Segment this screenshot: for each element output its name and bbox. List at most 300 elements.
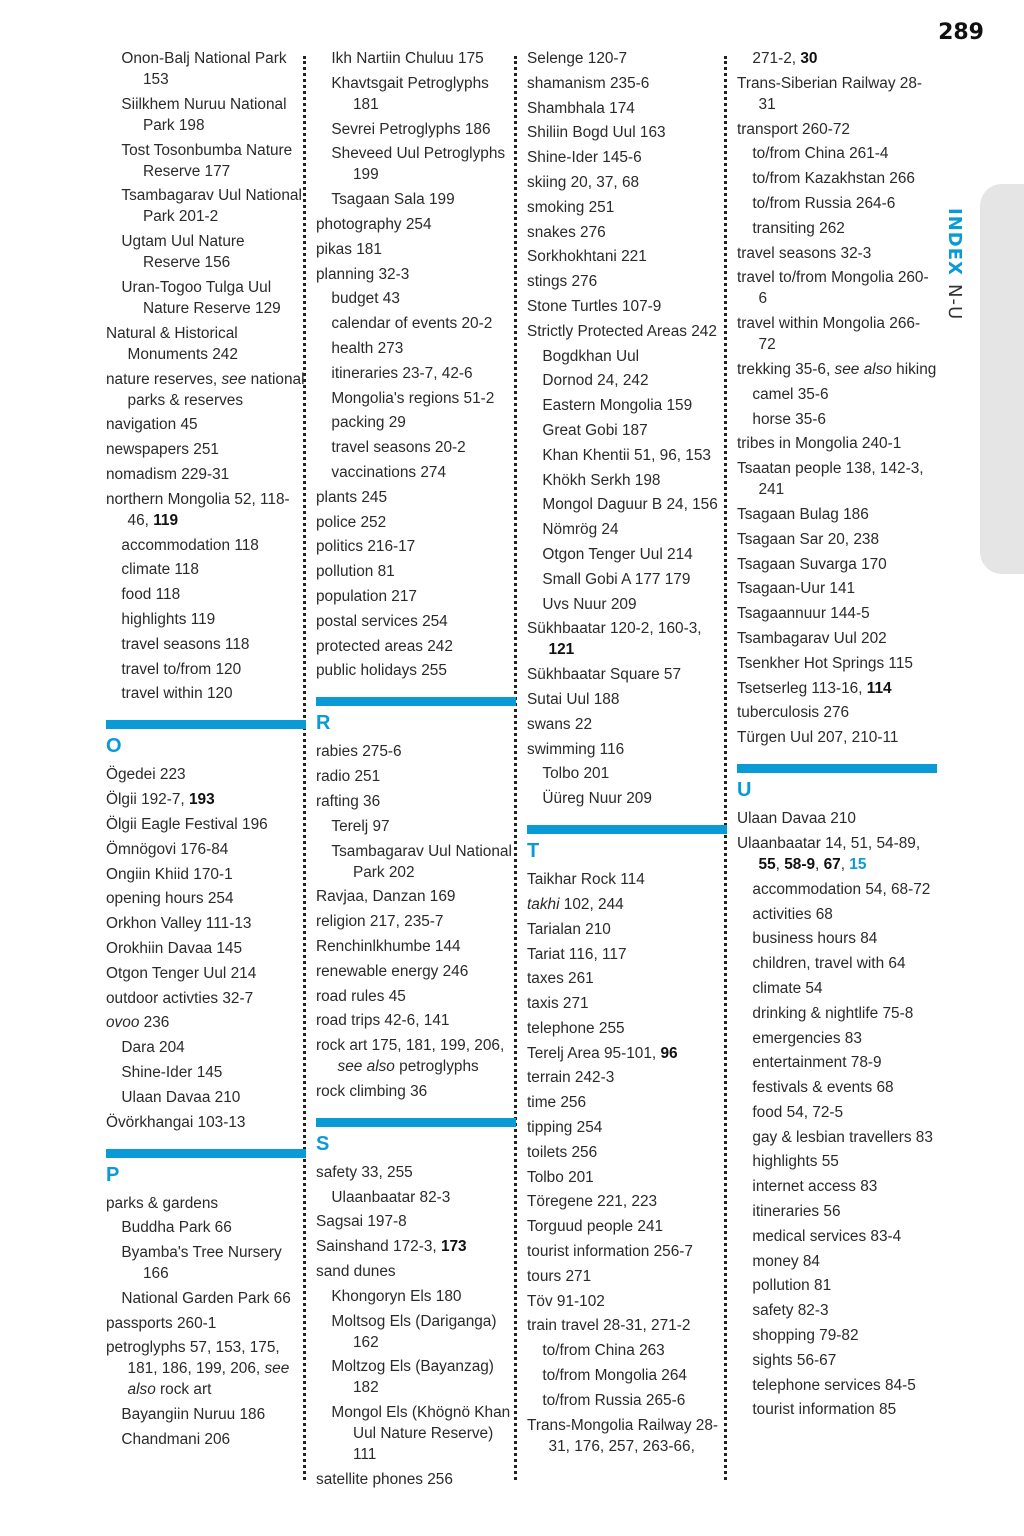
section-header [106,1149,306,1187]
index-subentry [527,544,727,565]
index-subentry [316,119,516,140]
entry-text: smoking 251 [527,198,615,216]
entry-text: tours 271 [527,1267,592,1285]
entry-text: Moltzog Els (Bayanzag) 182 [331,1358,494,1397]
index-subentry [527,594,727,615]
entry-text: Shine-Ider 145 [121,1063,223,1081]
entry-text: travel within Mongolia 266-72 [737,315,921,354]
entry-text: road trips 42-6, 141 [316,1012,450,1030]
entry-text: satellite phones 256 [316,1471,453,1489]
entry-text: Ulaan Davaa 210 [737,810,856,828]
index-entry [316,586,516,607]
entry-text: 67 [823,855,841,873]
index-subentry [316,1356,516,1398]
entry-text: Moltsog Els (Dariganga) 162 [331,1312,497,1351]
index-entry [106,839,306,860]
index-subentry [316,437,516,458]
index-subentry [527,395,727,416]
entry-text: Tsenkher Hot Springs 115 [737,654,913,672]
entry-text: activities 68 [752,905,833,923]
index-subentry [106,1404,306,1425]
index-entry [316,487,516,508]
index-subentry [737,1275,937,1296]
index-subentry [106,1288,306,1309]
entry-text: packing 29 [331,414,406,432]
index-subentry [527,1365,727,1386]
entry-text: shopping 79-82 [752,1327,859,1345]
index-subentry [527,346,727,367]
entry-text: Sükhbaatar 120-2, 160-3, [527,620,702,638]
index-entry [316,1261,516,1282]
entry-text: rabies 275-6 [316,743,402,761]
index-entry [527,1315,727,1336]
index-subentry [316,338,516,359]
index-entry [527,869,727,890]
index-subentry [737,1102,937,1123]
index-entry [316,1211,516,1232]
index-entry [316,264,516,285]
index-subentry [316,143,516,185]
entry-text: Terelj 97 [331,817,390,835]
index-entry [316,1162,516,1183]
entry-text: Ongiin Khiid 170-1 [106,865,233,883]
index-subentry [737,1127,937,1148]
entry-text: 30 [800,50,818,67]
index-entry [527,919,727,940]
entry-text: Mongolia's regions 51-2 [331,389,495,407]
index-subentry [737,953,937,974]
index-subentry [737,48,937,69]
entry-text: Siilkhem Nuruu National Park 198 [121,95,287,134]
index-entry [106,1313,306,1334]
index-subentry [106,584,306,605]
index-subentry [316,189,516,210]
index-entry [316,766,516,787]
index-subentry [316,816,516,837]
entry-text: Tsagaan Sar 20, 238 [737,530,880,548]
index-entry [316,512,516,533]
index-side-tab [980,184,1024,574]
entry-text: Ulaanbaatar 82-3 [331,1188,451,1206]
index-entry [316,1236,516,1257]
entry-text: business hours 84 [752,930,878,948]
section-letter: U [737,779,752,802]
entry-text: parks & gardens [106,1194,219,1212]
entry-text: Eastern Mongolia 159 [542,397,693,415]
entry-text: takhi [527,895,560,913]
entry-text: travel seasons 118 [121,635,250,653]
index-subentry [316,412,516,433]
entry-text: , [775,855,785,873]
index-entry [527,689,727,710]
index-subentry [106,535,306,556]
index-subentry [106,1217,306,1238]
entry-text: photography 254 [316,215,432,233]
index-entry [527,296,727,317]
entry-text: Tsambagarav Uul National Park 201-2 [121,187,302,226]
index-subentry [737,1176,937,1197]
entry-text: Sorkhokhtani 221 [527,248,647,266]
entry-text: to/from China 261-4 [752,145,889,163]
entry-text: Ögedei 223 [106,766,186,784]
entry-text: tipping 254 [527,1119,603,1137]
entry-text: Ikh Nartiin Chuluu 175 [331,50,484,67]
index-subentry [106,48,306,90]
index-subentry [527,519,727,540]
index-column-2 [316,48,516,1494]
section-letter: R [316,712,331,735]
index-subentry [106,634,306,655]
entry-text: Stone Turtles 107-9 [527,297,662,315]
index-subentry [737,218,937,239]
index-subentry [316,462,516,483]
index-column-3 [527,48,727,1460]
index-entry [316,961,516,982]
entry-text: highlights 119 [121,610,216,628]
entry-text: Onon-Balj National Park 153 [121,50,287,88]
index-subentry [737,978,937,999]
index-entry [737,578,937,599]
entry-text: Ömnögovi 176-84 [106,840,229,858]
entry-text: children, travel with 64 [752,955,906,973]
entry-text: Tolbo 201 [527,1168,594,1186]
entry-text: food 118 [121,586,181,604]
index-subentry [106,140,306,182]
entry-text: Torguud people 241 [527,1218,664,1236]
entry-text: renewable energy 246 [316,962,469,980]
entry-text: outdoor activties 32-7 [106,989,254,1007]
index-entry [527,1092,727,1113]
entry-text: pollution 81 [752,1277,832,1295]
entry-text: to/from Russia 264-6 [752,194,896,212]
index-entry [106,764,306,785]
entry-text: to/from Mongolia 264 [542,1367,687,1385]
entry-text: Sheveed Uul Petroglyphs 199 [331,145,506,184]
index-subentry [527,788,727,809]
entry-text: toilets 256 [527,1143,598,1161]
index-subentry [106,277,306,319]
entry-text: Nömrög 24 [542,521,619,539]
entry-text: food 54, 72-5 [752,1103,844,1121]
index-entry [527,271,727,292]
entry-text: Mongol Daguur B 24, 156 [542,496,718,514]
index-entry [316,636,516,657]
entry-text: Tsambagarav Uul National Park 202 [331,842,512,881]
index-entry [527,1142,727,1163]
index-entry [527,172,727,193]
entry-text: Uvs Nuur 209 [542,595,637,613]
index-subentry [106,1429,306,1450]
entry-text: medical services 83-4 [752,1227,902,1245]
index-entry [737,119,937,140]
entry-text: travel seasons 32-3 [737,244,872,262]
entry-text: safety 33, 255 [316,1163,413,1181]
index-entry [737,727,937,748]
entry-text: travel seasons 20-2 [331,439,466,457]
index-subentry [737,409,937,430]
entry-text: tourist information 85 [752,1401,897,1419]
index-entry [527,197,727,218]
index-subentry [737,1350,937,1371]
entry-text: Ulaan Davaa 210 [121,1088,241,1106]
index-entry [106,864,306,885]
index-subentry [737,879,937,900]
entry-text: Tsagaan Sala 199 [331,191,455,209]
entry-text: climate 118 [121,561,199,579]
index-subentry [737,1151,937,1172]
index-entry [316,791,516,812]
entry-text: Övörkhangai 103-13 [106,1113,246,1131]
index-entry [737,628,937,649]
index-subentry [106,231,306,273]
index-entry [316,911,516,932]
index-entry [737,433,937,454]
entry-text: emergencies 83 [752,1029,862,1047]
entry-text: snakes 276 [527,223,606,241]
entry-text: 114 [866,679,892,697]
entry-text: Great Gobi 187 [542,421,648,439]
entry-text: Töregene 221, 223 [527,1193,658,1211]
index-subentry [316,288,516,309]
index-subentry [737,1201,937,1222]
entry-text: Tolbo 201 [542,765,610,783]
entry-text: swans 22 [527,715,593,733]
entry-text: Tsagaan Suvarga 170 [737,555,887,573]
entry-text: rafting 36 [316,792,381,810]
entry-text: horse 35-6 [752,410,826,428]
entry-text: religion 217, 235-7 [316,913,444,931]
index-entry [527,714,727,735]
index-subentry [737,384,937,405]
entry-text: climate 54 [752,979,823,997]
index-entry [106,814,306,835]
index-entry [737,678,937,699]
entry-text: see [221,370,247,388]
index-entry [106,888,306,909]
index-entry [106,323,306,365]
entry-text: Dara 204 [121,1039,185,1057]
entry-text: , [840,855,850,873]
index-subentry [737,1399,937,1420]
entry-text: health 273 [331,339,404,357]
entry-text: drinking & nightlife 75-8 [752,1004,914,1022]
index-subentry [106,559,306,580]
index-entry [737,529,937,550]
entry-text: gay & lesbian travellers 83 [752,1128,933,1146]
index-entry [737,808,937,829]
index-subentry [527,420,727,441]
entry-text: radio 251 [316,768,381,786]
index-entry [527,968,727,989]
entry-text: Üüreg Nuur 209 [542,790,652,808]
entry-text: planning 32-3 [316,265,410,283]
entry-text: Bogdkhan Uul [542,347,640,365]
index-subentry [527,1390,727,1411]
index-subentry [737,193,937,214]
index-subentry [527,445,727,466]
entry-text: rock art [155,1381,212,1399]
section-letter: O [106,735,122,758]
index-entry [527,944,727,965]
entry-text: opening hours 254 [106,890,234,908]
entry-text: see also [337,1058,395,1076]
entry-text: public holidays 255 [316,662,447,680]
index-entry [316,536,516,557]
index-entry [527,993,727,1014]
entry-text: Tsagaan-Uur 141 [737,580,856,598]
index-subentry [737,928,937,949]
entry-text: tourist information 256-7 [527,1243,693,1261]
entry-text: Ölgii 192-7, [106,791,189,809]
index-entry [737,504,937,525]
entry-text: Orokhiin Davaa 145 [106,939,243,957]
index-subentry [737,1077,937,1098]
section-bar [527,825,727,834]
entry-text: 119 [153,511,179,529]
entry-text: Otgon Tenger Uul 214 [542,545,693,563]
entry-text: camel 35-6 [752,385,829,403]
index-entry [737,702,937,723]
index-entry [316,561,516,582]
section-header [316,1118,516,1156]
index-entry [106,369,306,411]
entry-text: swimming 116 [527,740,625,758]
entry-text: National Garden Park 66 [121,1289,291,1307]
index-subentry [106,1037,306,1058]
entry-text: hiking [891,360,937,378]
entry-text: Otgon Tenger Uul 214 [106,964,257,982]
index-subentry [106,1242,306,1284]
entry-text: rock climbing 36 [316,1082,428,1100]
index-entry [737,267,937,309]
entry-text: Tariat 116, 117 [527,945,627,963]
entry-text: Tsambagarav Uul 202 [737,629,887,647]
entry-text: entertainment 78-9 [752,1054,882,1072]
entry-text: stings 276 [527,273,598,291]
entry-text: 193 [188,791,215,809]
entry-text: Selenge 120-7 [527,50,628,67]
entry-text: skiing 20, 37, 68 [527,173,640,191]
index-entry [316,986,516,1007]
entry-text: Khökh Serkh 198 [542,471,661,489]
entry-text: Tsetserleg 113-16, [737,679,867,697]
index-subentry [737,1028,937,1049]
entry-text: trekking 35-6, [737,360,835,378]
index-entry [737,653,937,674]
index-subentry [316,1311,516,1353]
entry-text: politics 216-17 [316,538,416,556]
section-letter: S [316,1132,330,1155]
index-entry [527,1241,727,1262]
entry-text: 121 [548,641,575,659]
entry-text: 58-9 [784,855,816,873]
index-entry [106,464,306,485]
index-subentry [106,683,306,704]
index-subentry [316,1187,516,1208]
section-header [527,825,727,863]
entry-text: Terelj Area 95-101, [527,1044,661,1062]
entry-text: Shiliin Bogd Uul 163 [527,124,666,142]
entry-text: protected areas 242 [316,637,453,655]
entry-text: Sagsai 197-8 [316,1213,407,1231]
page-number: 289 [938,20,984,45]
entry-text: Sükhbaatar Square 57 [527,666,682,684]
entry-text: Chandmani 206 [121,1431,231,1449]
index-entry [527,618,727,660]
entry-text: Tsaatan people 138, 142-3, 241 [737,460,924,499]
entry-text: Trans-Siberian Railway 28-31 [737,74,923,113]
index-subentry [106,1087,306,1108]
entry-text: accommodation 118 [121,536,259,554]
index-subentry [106,94,306,136]
index-subentry [316,48,516,69]
entry-text: Buddha Park 66 [121,1219,232,1237]
index-entry [316,886,516,907]
index-entry [527,664,727,685]
entry-text: taxes 261 [527,970,594,988]
entry-text: taxis 271 [527,995,589,1013]
index-entry [737,243,937,264]
entry-text: plants 245 [316,488,388,506]
entry-text: , [815,855,824,873]
entry-text: tribes in Mongolia 240-1 [737,435,902,453]
index-entry [106,439,306,460]
section-header [737,764,937,802]
entry-text: 102, 244 [559,895,624,913]
entry-text: Tost Tosonbumba Nature Reserve 177 [121,141,293,180]
index-entry [316,1469,516,1490]
entry-text: to/from China 263 [542,1342,665,1360]
index-entry [527,73,727,94]
entry-text: Renchinlkhumbe 144 [316,937,461,955]
index-subentry [106,609,306,630]
section-bar [316,1118,516,1127]
entry-text: Tarialan 210 [527,920,611,938]
index-column-1 [106,48,306,1454]
entry-text: Ugtam Uul Nature Reserve 156 [121,233,245,272]
index-entry [316,1035,516,1077]
section-bar [106,1149,306,1158]
entry-text: nature reserves, [106,370,222,388]
index-entry [527,1117,727,1138]
index-label: INDEX [944,208,965,276]
entry-text: transport 260-72 [737,120,850,138]
entry-text: safety 82-3 [752,1302,829,1320]
entry-text: 55 [758,855,776,873]
entry-text: 15 [849,855,867,873]
entry-text: population 217 [316,587,417,605]
entry-text: Bayangiin Nuruu 186 [121,1406,266,1424]
entry-text: vaccinations 274 [331,463,447,481]
index-subentry [737,1375,937,1396]
index-subentry [316,388,516,409]
index-entry [106,988,306,1009]
index-entry [106,414,306,435]
entry-text: 96 [660,1044,678,1062]
index-entry [316,239,516,260]
entry-text: internet access 83 [752,1178,878,1196]
entry-text: Tsagaannuur 144-5 [737,605,870,623]
index-subentry [527,763,727,784]
index-entry [737,833,937,875]
entry-text: highlights 55 [752,1153,839,1171]
entry-text: nomadism 229-31 [106,465,230,483]
index-entry [527,739,727,760]
entry-text: budget 43 [331,290,400,308]
index-subentry [316,363,516,384]
entry-text: itineraries 56 [752,1203,841,1221]
entry-text: sights 56-67 [752,1351,837,1369]
